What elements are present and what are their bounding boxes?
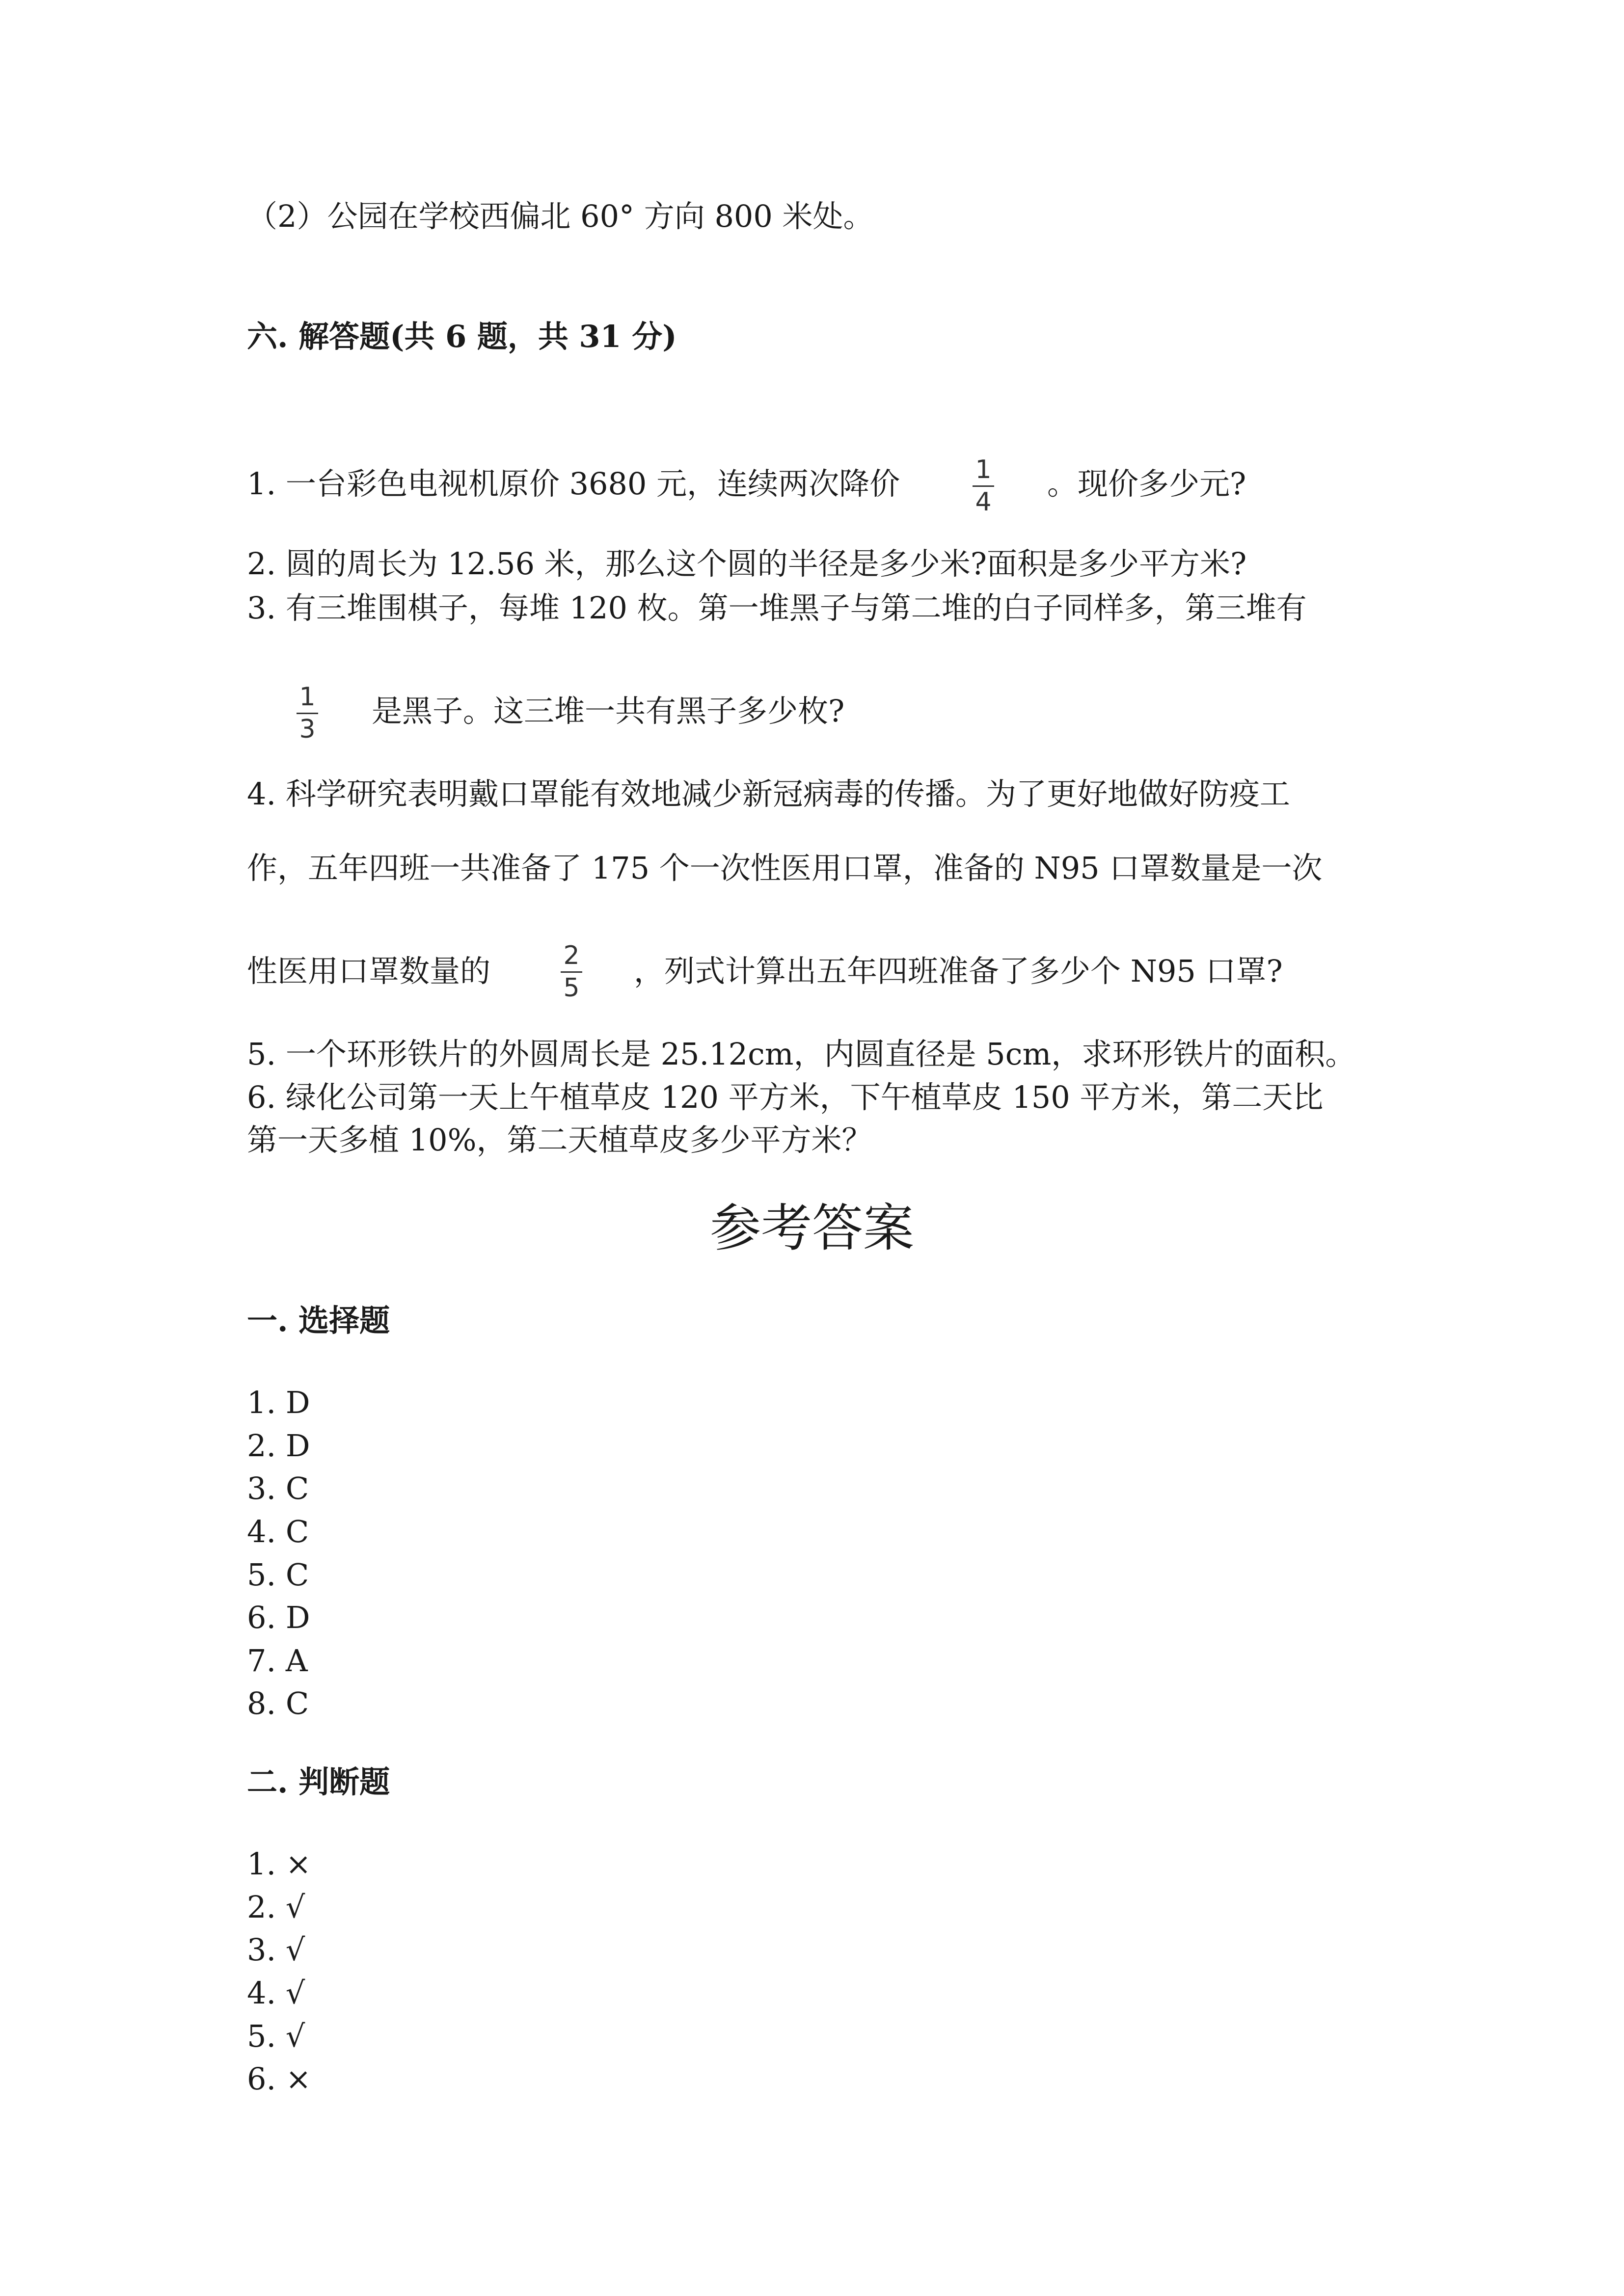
judge-answer-1: 1. × (247, 1846, 311, 1882)
question-1-text: 1. 一台彩色电视机原价 3680 元，连续两次降价 (247, 466, 900, 502)
question-4-text: 4. 科学研究表明戴口罩能有效地减少新冠病毒的传播。为了更好地做好防疫工 (247, 776, 1290, 812)
question-4-text-line2: 作，五年四班一共准备了 175 个一次性医用口罩，准备的 N95 口罩数量是一次 (247, 850, 1323, 886)
judge-answer-4: 4. √ (247, 1975, 305, 2011)
question-1-fraction (973, 456, 994, 515)
fraction-bar (973, 485, 994, 487)
choice-answer-7: 7. A (247, 1643, 308, 1679)
section-heading-solve: 六. 解答题(共 6 题，共 31 分) (247, 319, 677, 354)
question-3-text-end: 是黑子。这三堆一共有黑子多少枚? (372, 693, 845, 729)
fraction-numerator: 1 (975, 455, 992, 484)
choice-answer-2: 2. D (247, 1428, 310, 1464)
question-4-fraction (561, 942, 582, 1001)
judge-answer-3: 3. √ (247, 1932, 305, 1968)
fraction-bar (561, 971, 582, 973)
choice-answer-3: 3. C (247, 1470, 309, 1506)
judge-answer-2: 2. √ (247, 1889, 305, 1925)
question-6-text-line2: 第一天多植 10%，第二天植草皮多少平方米？ (247, 1122, 872, 1158)
choice-answer-1: 1. D (247, 1385, 310, 1420)
fraction-denominator: 5 (563, 973, 580, 1003)
answer-key-title: 参考答案 (709, 1198, 914, 1258)
judge-answer-6: 6. × (247, 2061, 311, 2097)
question-6-text: 6. 绿化公司第一天上午植草皮 120 平方米，下午植草皮 150 平方米，第二天比 (247, 1079, 1324, 1115)
section-heading-judge: 二. 判断题 (247, 1764, 390, 1800)
question-2-text: 2. 圆的周长为 12.56 米，那么这个圆的半径是多少米?面积是多少平方米? (247, 546, 1247, 582)
question-4-text-line3: 性医用口罩数量的 (247, 953, 491, 989)
direction-answer-item-2: （2）公园在学校西偏北 60° 方向 800 米处。 (247, 198, 874, 234)
fraction-bar (297, 713, 318, 714)
question-3-text: 3. 有三堆围棋子，每堆 120 枚。第一堆黑子与第二堆的白子同样多，第三堆有 (247, 590, 1307, 626)
choice-answer-5: 5. C (247, 1557, 309, 1593)
choice-answer-6: 6. D (247, 1600, 310, 1635)
fraction-numerator: 1 (299, 682, 316, 712)
judge-answer-5: 5. √ (247, 2018, 305, 2054)
question-1-text-end: 。现价多少元? (1047, 466, 1246, 502)
question-5-text: 5. 一个环形铁片的外圆周长是 25.12cm，内圆直径是 5cm，求环形铁片的面积。 (247, 1036, 1356, 1072)
fraction-numerator: 2 (563, 941, 580, 970)
section-heading-choice: 一. 选择题 (247, 1303, 390, 1338)
fraction-denominator: 4 (975, 487, 992, 517)
question-3-fraction (297, 684, 318, 743)
question-4-text-end: ，列式计算出五年四班准备了多少个 N95 口罩? (634, 953, 1283, 989)
fraction-denominator: 3 (299, 714, 316, 744)
choice-answer-8: 8. C (247, 1685, 309, 1721)
choice-answer-4: 4. C (247, 1514, 309, 1549)
